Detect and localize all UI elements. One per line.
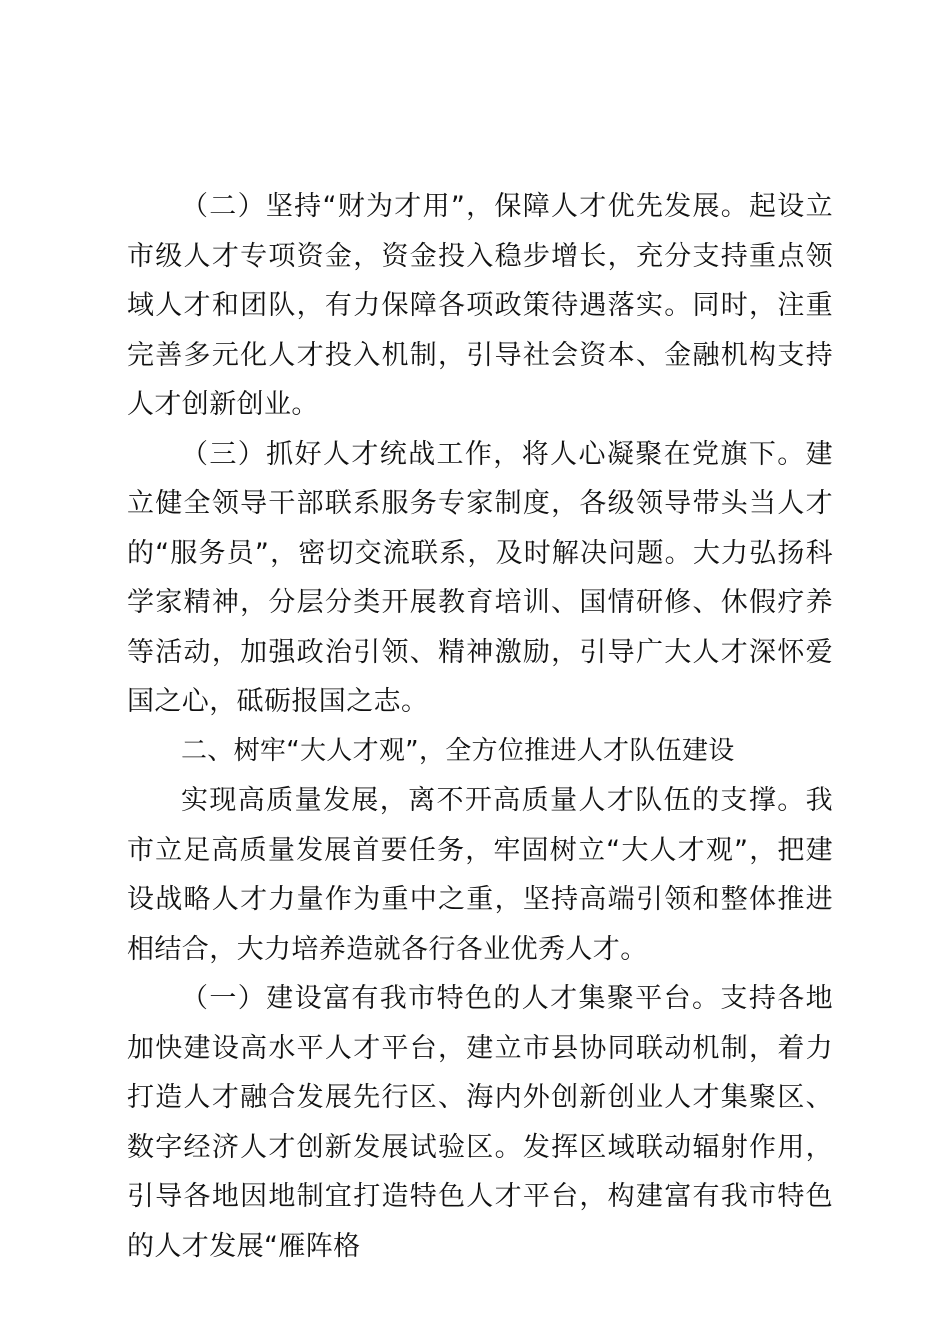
paragraph-talent-platform: （一）建设富有我市特色的人才集聚平台。支持各地加快建设高水平人才平台，建立市县协同联动机制，着力打造人才融合发展先行区、海内外创新创业人才集聚区、数字经济人才创新发展试验区。发挥区域联动辐射作用，引导各地因地制宜打造特色人才平台，构建富有我市特色的人才发展“雁阵格 (127, 983, 833, 1262)
paragraph-talent-view: 实现高质量发展，离不开高质量人才队伍的支撑。我市立足高质量发展首要任务，牢固树立“大人才观”，把建设战略人才力量作为重中之重，坚持高端引领和整体推进相结合，大力培养造就各行各业优秀人才。 (127, 785, 833, 965)
section-heading: 二、树牢“大人才观”，全方位推进人才队伍建设 (181, 735, 735, 766)
document-body (127, 182, 833, 1271)
paragraph-funding: （二）坚持“财为才用”，保障人才优先发展。起设立市级人才专项资金，资金投入稳步增长，充分支持重点领域人才和团队，有力保障各项政策待遇落实。同时，注重完善多元化人才投入机制，引导社会资本、金融机构支持人才创新创业。 (127, 191, 833, 420)
paragraph-united-front: （三）抓好人才统战工作，将人心凝聚在党旗下。建立健全领导干部联系服务专家制度，各级领导带头当人才的“服务员”，密切交流联系，及时解决问题。大力弘扬科学家精神，分层分类开展教育培训、国情研修、休假疗养等活动，加强政治引领、精神激励，引导广大人才深怀爱国之心，砥砺报国之志。 (127, 438, 833, 717)
